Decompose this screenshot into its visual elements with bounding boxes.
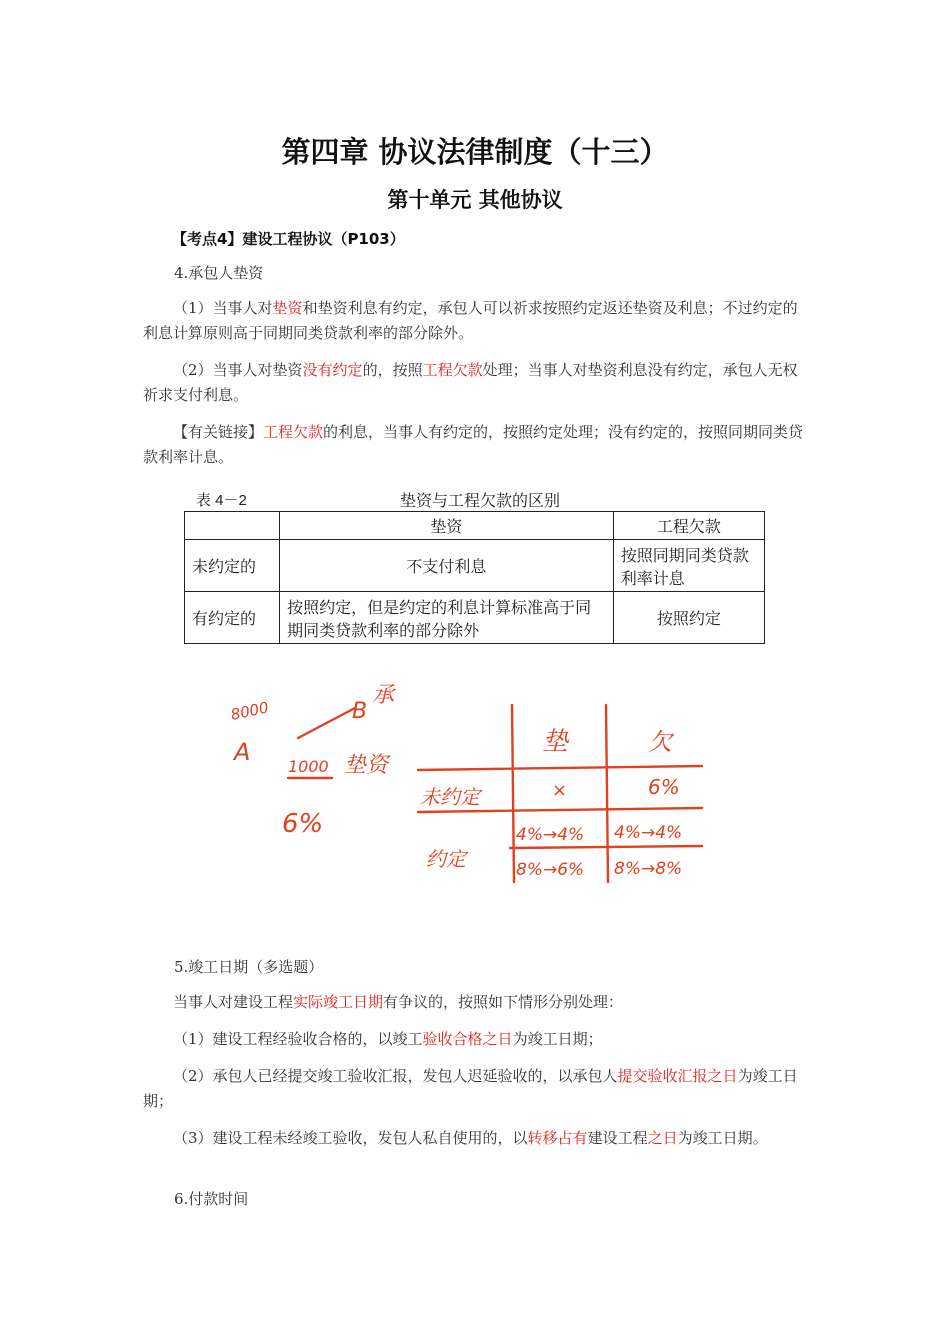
ink-stroke bbox=[418, 766, 702, 770]
table-cell: 有约定的 bbox=[185, 592, 280, 644]
hw-amount: 8000 bbox=[229, 698, 271, 724]
table-header-cell bbox=[185, 512, 280, 540]
s4-related-link: 【有关链接】工程欠款的利息，当事人有约定的，按照约定处理；没有约定的，按照同期同类贷款利率计息。 bbox=[143, 423, 804, 466]
table-row bbox=[185, 592, 765, 644]
hw-label: 垫资 bbox=[344, 753, 389, 778]
ink-stroke bbox=[510, 846, 702, 848]
hw-sum: 1000 bbox=[288, 757, 329, 776]
s5-heading: 5.竣工日期（多选题） bbox=[174, 958, 324, 976]
ink-stroke bbox=[512, 705, 514, 882]
hw-r2b-c1: 8%→6% bbox=[516, 860, 585, 880]
table-header-cell: 垫资 bbox=[280, 512, 614, 540]
hw-row2: 约定 bbox=[426, 847, 466, 871]
s4-paragraph-2: （2）当事人对垫资没有约定的，按照工程欠款处理；当事人对垫资利息没有约定，承包人无权祈求支付利息。 bbox=[143, 361, 798, 404]
s5-intro: 当事人对建设工程实际竣工日期有争议的，按照如下情形分别处理： bbox=[173, 993, 624, 1011]
page-title: 第四章 协议法律制度（十三） bbox=[281, 135, 669, 169]
hw-r2a-c2: 4%→4% bbox=[614, 823, 683, 843]
table-cell: 按照同期同类贷款利率计息 bbox=[613, 540, 764, 592]
hw-r1c2: 6% bbox=[648, 775, 680, 799]
s5-item-2: （2）承包人已经提交竣工验收汇报，发包人迟延验收的，以承包人提交验收汇报之日为竣工日期； bbox=[143, 1067, 798, 1110]
s5-item-1: （1）建设工程经验收合格的，以竣工验收合格之日为竣工日期； bbox=[173, 1030, 603, 1048]
ink-stroke bbox=[298, 708, 355, 738]
hw-col2: 欠 bbox=[648, 728, 672, 756]
ink-stroke bbox=[606, 705, 608, 882]
table-caption: 垫资与工程欠款的区别 bbox=[400, 493, 561, 510]
table-row bbox=[185, 540, 765, 592]
table-header-row bbox=[185, 512, 765, 540]
kaodian-heading: 【考点4】建设工程协议（P103） bbox=[172, 230, 405, 248]
comparison-table bbox=[184, 511, 765, 644]
hw-party-b: B bbox=[352, 699, 368, 724]
hw-col1: 垫 bbox=[542, 727, 569, 757]
s6-heading: 6.付款时间 bbox=[174, 1190, 249, 1208]
table-header-cell: 工程欠款 bbox=[613, 512, 764, 540]
s4-heading: 4.承包人垫资 bbox=[174, 264, 264, 282]
table-cell: 按照约定 bbox=[613, 592, 764, 644]
s4-paragraph-1: （1）当事人对垫资和垫资利息有约定，承包人可以祈求按照约定返还垫资及利息；不过约定的利息计算原则高于同期同类贷款利率的部分除外。 bbox=[143, 299, 798, 342]
section-subtitle: 第十单元 其他协议 bbox=[387, 188, 563, 212]
table-label: 表 4－2 bbox=[196, 492, 247, 509]
table-cell: 按照约定，但是约定的利息计算标准高于同期同类贷款利率的部分除外 bbox=[280, 592, 614, 644]
hw-row1: 未约定 bbox=[420, 785, 480, 809]
hw-contractor: 承 bbox=[372, 683, 395, 708]
s5-item-3: （3）建设工程未经竣工验收，发包人私自使用的，以转移占有建设工程之日为竣工日期。 bbox=[173, 1129, 768, 1147]
hw-party-a: A bbox=[234, 738, 251, 766]
hw-r2b-c2: 8%→8% bbox=[614, 859, 683, 879]
hw-r1c1: × bbox=[552, 780, 568, 801]
table-cell: 未约定的 bbox=[185, 540, 280, 592]
handwritten-sketch bbox=[220, 670, 720, 910]
hw-r2a-c1: 4%→4% bbox=[516, 825, 585, 845]
hw-rate: 6% bbox=[282, 809, 324, 839]
table-cell: 不支付利息 bbox=[280, 540, 614, 592]
